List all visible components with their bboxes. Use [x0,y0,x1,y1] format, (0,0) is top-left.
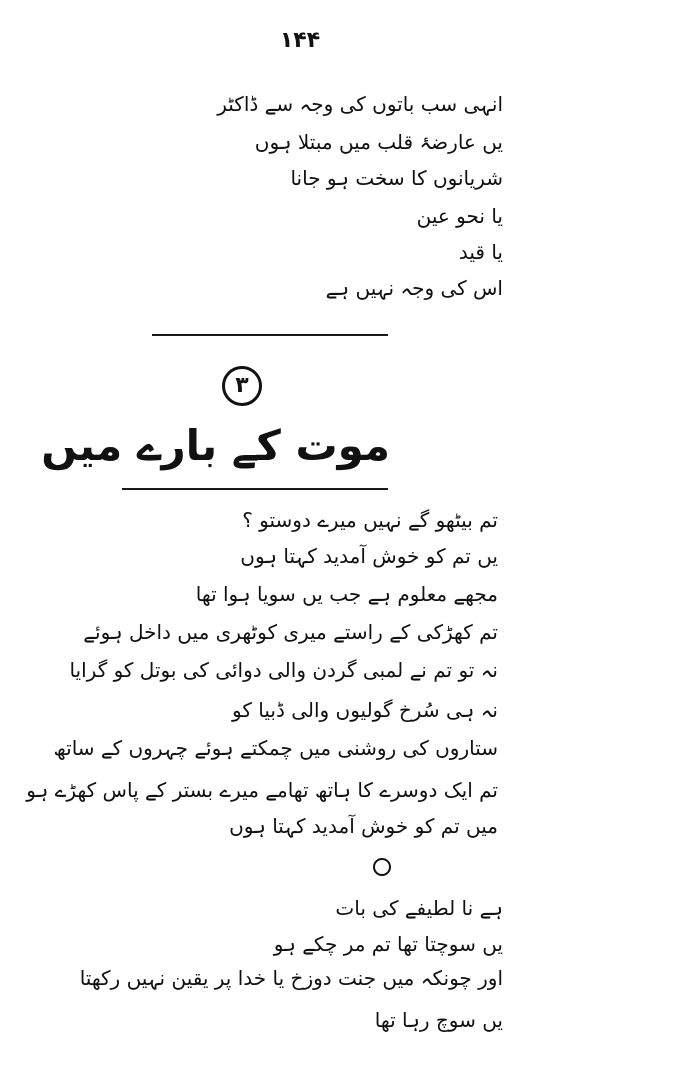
poem-line: اور چونکہ میں جنت دوزخ یا خدا پر یقین نہیں رکھتا [79,966,503,990]
section-bottom-rule [122,488,388,490]
poem-line: یں تم کو خوش آمدید کہتا ہوں [240,544,498,568]
poem-line: تم ایک دوسرے کا ہاتھ تھامے میرے بستر کے پاس کھڑے ہو [26,778,498,802]
section-top-rule [152,334,388,336]
stanza-divider-circle [373,858,391,876]
section-title: موت کے بارے میں [41,421,390,470]
poem-line: مجھے معلوم ہے جب یں سویا ہوا تھا [195,582,498,606]
poem-line: یں سوچ رہا تھا [374,1008,503,1032]
poem-line: ہے نا لطیفے کی بات [335,896,503,920]
poem-line: تم کھڑکی کے راستے میری کوٹھری میں داخل ہوئے [83,620,498,644]
poem-line: یا قید [458,240,503,264]
poem-line: یں سوچتا تھا تم مر چکے ہو [273,932,503,956]
poem-line: یا نحو عین [416,204,503,228]
poem-line: ستاروں کی روشنی میں چمکتے ہوئے چہروں کے ساتھ [53,736,498,760]
poem-line: انہی سب باتوں کی وجہ سے ڈاکٹر [217,92,503,116]
poem-line: شریانوں کا سخت ہو جانا [290,166,503,190]
poem-line: نہ ہی سُرخ گولیوں والی ڈبیا کو [232,698,498,722]
section-number-badge: ۳ [222,366,262,406]
poem-line: نہ تو تم نے لمبی گردن والی دوائی کی بوتل کو گرایا [69,658,498,682]
poem-line: میں تم کو خوش آمدید کہتا ہوں [229,814,498,838]
poem-line: اس کی وجہ نہیں ہے [325,276,503,300]
poem-line: تم بیٹھو گے نہیں میرے دوستو ؟ [242,508,498,532]
page-number: ۱۴۴ [279,28,321,53]
poem-line: یں عارضۂ قلب میں مبتلا ہوں [254,130,503,154]
